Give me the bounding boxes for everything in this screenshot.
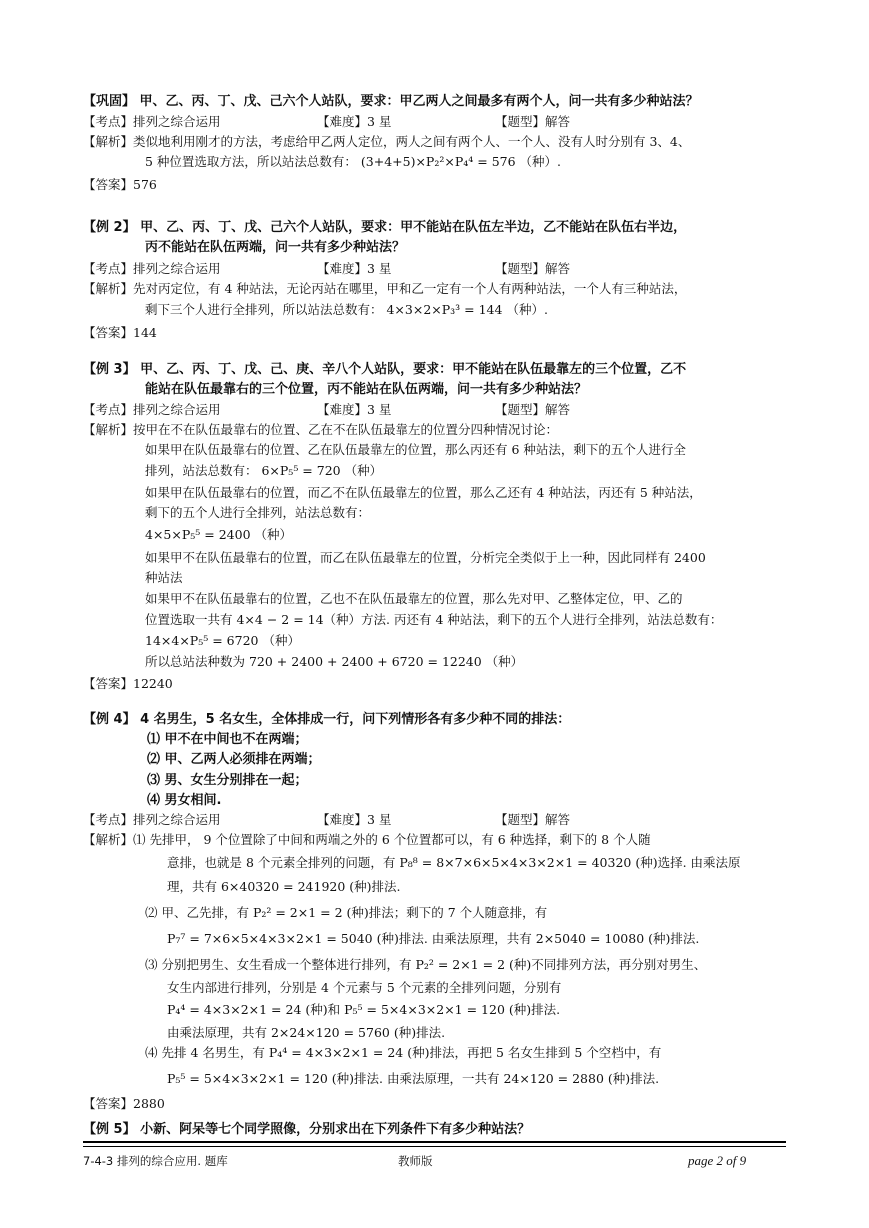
- kaodian-label: 【考点】排列之综合运用: [83, 114, 221, 129]
- jiexi-line: ⑶ 分别把男生、女生看成一个整体进行排列，有 P₂² = 2×1 = 2 (种)不同排列方法，再分别对男生、: [145, 957, 707, 972]
- jiexi-line: 【解析】类似地利用刚才的方法，考虑给甲乙两人定位，两人之间有两个人、一个人、没有人时分别有 3、4、: [83, 134, 691, 149]
- jiexi-line: ⑵ 甲、乙先排，有 P₂² = 2×1 = 2 (种)排法；剩下的 7 个人随意排，有: [145, 905, 548, 920]
- jiexi-line: 排列，站法总数有： 6×P₅⁵ = 720 （种）: [145, 463, 383, 478]
- sub-question: ⑷ 男女相间.: [147, 793, 222, 808]
- jiexi-line: 剩下的五个人进行全排列，站法总数有：: [145, 505, 371, 520]
- jiexi-line: 如果甲在队伍最靠右的位置、乙在队伍最靠左的位置，那么丙还有 6 种站法，剩下的五个人进行全: [145, 442, 686, 457]
- kaodian-label: 【考点】排列之综合运用: [83, 812, 221, 827]
- section-title: 【例 3】 甲、乙、丙、丁、戊、己、庚、辛八个人站队，要求：甲不能站在队伍最靠左的三个位置，乙不: [83, 362, 687, 377]
- section-title-cont: 能站在队伍最靠右的三个位置，丙不能站在队伍两端，问一共有多少种站法？: [145, 382, 588, 397]
- jiexi-line: P₅⁵ = 5×4×3×2×1 = 120 (种)排法. 由乘法原理，一共有 24×120 = 2880 (种)排法.: [167, 1071, 660, 1086]
- section-title: 【例 2】 甲、乙、丙、丁、戊、己六个人站队，要求：甲不能站在队伍左半边，乙不能站在队伍右半边，: [83, 220, 687, 235]
- answer-line: 【答案】2880: [83, 1096, 165, 1111]
- jiexi-line: 理，共有 6×40320 = 241920 (种)排法.: [167, 879, 401, 894]
- jiexi-line: 所以总站法种数为 720 + 2400 + 2400 + 6720 = 12240 （种）: [145, 654, 524, 669]
- section-title: 【巩固】 甲、乙、丙、丁、戊、己六个人站队，要求：甲乙两人之间最多有两个人，问一共有多少种站法？: [83, 94, 699, 109]
- footer-course-name: 7-4-3 排列的综合应用. 题库: [83, 1154, 228, 1168]
- sub-question: ⑴ 甲不在中间也不在两端；: [147, 732, 308, 747]
- section-title-cont: 丙不能站在队伍两端，问一共有多少种站法？: [145, 240, 406, 255]
- jiexi-line: 如果甲在队伍最靠右的位置，而乙不在队伍最靠左的位置，那么乙还有 4 种站法，丙还有 5 种站法，: [145, 485, 702, 500]
- jiexi-line: 如果甲不在队伍最靠右的位置，而乙在队伍最靠左的位置，分析完全类似于上一种，因此同样有 2400: [145, 550, 706, 565]
- section-title: 【例 5】 小新、阿呆等七个同学照像，分别求出在下列条件下有多少种站法？: [83, 1122, 531, 1137]
- section-title: 【例 4】 4 名男生，5 名女生，全体排成一行，问下列情形各有多少种不同的排法：: [83, 712, 571, 727]
- jiexi-line: 种站法: [145, 570, 183, 585]
- footer-edition: 教师版: [398, 1154, 433, 1168]
- jiexi-line: 女生内部进行排列，分别是 4 个元素与 5 个元素的全排列问题，分别有: [167, 980, 562, 995]
- jiexi-line: 意排，也就是 8 个元素全排列的问题，有 P₈⁸ = 8×7×6×5×4×3×2×1 = 40320 (种)选择. 由乘法原: [167, 855, 741, 870]
- tixing-label: 【题型】解答: [495, 402, 571, 417]
- nandu-label: 【难度】3 星: [317, 812, 392, 827]
- jiexi-line: P₄⁴ = 4×3×2×1 = 24 (种)和 P₅⁵ = 5×4×3×2×1 = 120 (种)排法.: [167, 1002, 561, 1017]
- nandu-label: 【难度】3 星: [317, 114, 392, 129]
- tixing-label: 【题型】解答: [495, 114, 571, 129]
- jiexi-line: 剩下三个人进行全排列，所以站法总数有： 4×3×2×P₃³ = 144 （种）.: [145, 302, 548, 317]
- jiexi-line: P₇⁷ = 7×6×5×4×3×2×1 = 5040 (种)排法. 由乘法原理，共有 2×5040 = 10080 (种)排法.: [167, 931, 700, 946]
- jiexi-line: 5 种位置选取方法，所以站法总数有： (3+4+5)×P₂²×P₄⁴ = 576 （种）.: [145, 154, 561, 169]
- jiexi-line: 由乘法原理，共有 2×24×120 = 5760 (种)排法.: [167, 1025, 446, 1040]
- kaodian-label: 【考点】排列之综合运用: [83, 261, 221, 276]
- sub-question: ⑶ 男、女生分别排在一起；: [147, 773, 308, 788]
- jiexi-line: 如果甲不在队伍最靠右的位置，乙也不在队伍最靠左的位置，那么先对甲、乙整体定位，甲、乙的: [145, 591, 683, 606]
- kaodian-label: 【考点】排列之综合运用: [83, 402, 221, 417]
- jiexi-line: 4×5×P₅⁵ = 2400 （种）: [145, 527, 292, 542]
- tixing-label: 【题型】解答: [495, 812, 571, 827]
- nandu-label: 【难度】3 星: [317, 261, 392, 276]
- jiexi-line: 【解析】⑴ 先排甲， 9 个位置除了中间和两端之外的 6 个位置都可以，有 6 种选择，剩下的 8 个人随: [83, 832, 651, 847]
- jiexi-line: 位置选取一共有 4×4 − 2 = 14（种）方法. 丙还有 4 种站法，剩下的五个人进行全排列，站法总数有：: [145, 612, 723, 627]
- footer-rule: [83, 1141, 786, 1143]
- jiexi-line: 【解析】按甲在不在队伍最靠右的位置、乙在不在队伍最靠左的位置分四种情况讨论：: [83, 422, 559, 437]
- jiexi-line: 【解析】先对丙定位，有 4 种站法，无论丙站在哪里，甲和乙一定有一个人有两种站法，一个人有三种站法，: [83, 281, 687, 296]
- footer-rule-thin: [83, 1146, 786, 1147]
- answer-line: 【答案】576: [83, 177, 157, 192]
- footer-page-number: page 2 of 9: [688, 1153, 747, 1168]
- jiexi-line: ⑷ 先排 4 名男生，有 P₄⁴ = 4×3×2×1 = 24 (种)排法，再把 5 名女生排到 5 个空档中，有: [145, 1045, 662, 1060]
- nandu-label: 【难度】3 星: [317, 402, 392, 417]
- answer-line: 【答案】144: [83, 325, 157, 340]
- sub-question: ⑵ 甲、乙两人必须排在两端；: [147, 752, 321, 767]
- answer-line: 【答案】12240: [83, 676, 173, 691]
- jiexi-line: 14×4×P₅⁵ = 6720 （种）: [145, 633, 300, 648]
- tixing-label: 【题型】解答: [495, 261, 571, 276]
